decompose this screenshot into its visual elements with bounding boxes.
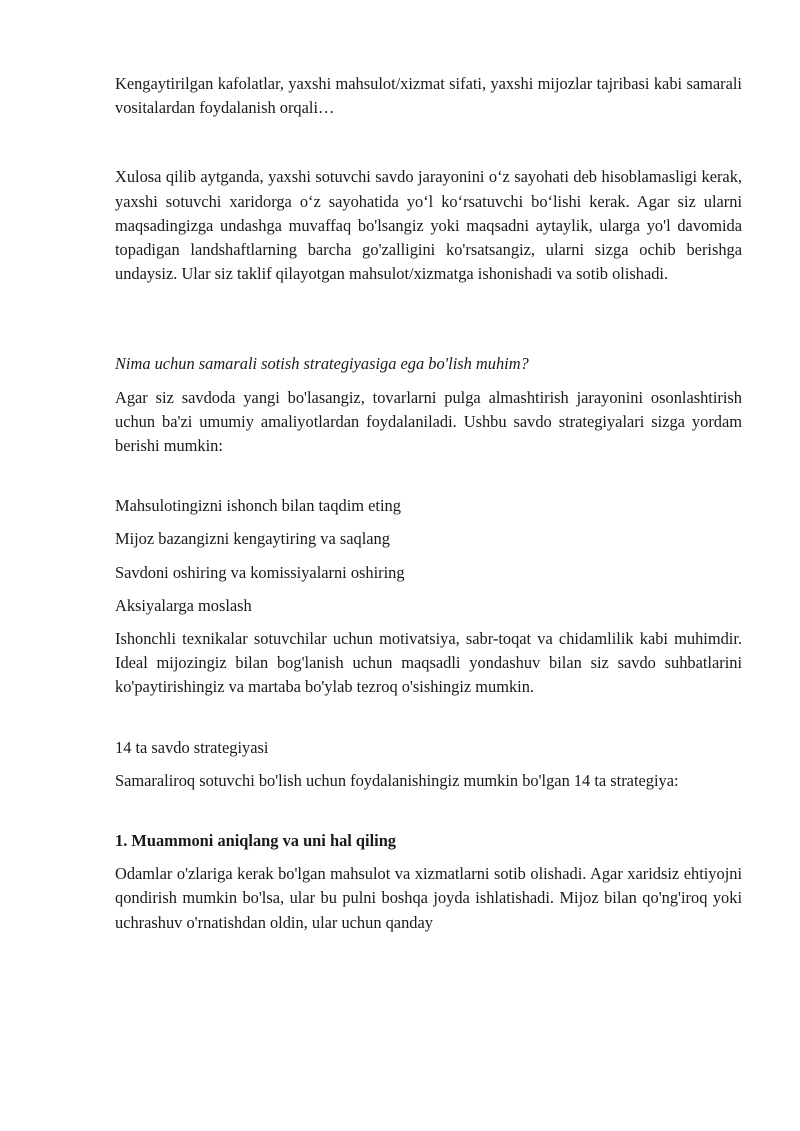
- question-heading: Nima uchun samarali sotish strategiyasiga ega bo'lish muhim?: [115, 354, 529, 374]
- paragraph-strategies-intro: Samaraliroq sotuvchi bo'lish uchun foydalanishingiz mumkin bo'lgan 14 ta strategiya:: [115, 770, 679, 790]
- strategy-heading-1: 1. Muammoni aniqlang va uni hal qiling: [115, 831, 397, 851]
- paragraph-guarantees: Kengaytirilgan kafolatlar, yaxshi mahsulot/xizmat sifati, yaxshi mijozlar tajribasi kabi samarali vositalardan foydalanish orqali…: [115, 74, 742, 118]
- paragraph-techniques: Ishonchli texnikalar sotuvchilar uchun motivatsiya, sabr-toqat va chidamlilik kabi muhimdir. Ideal mijozingiz bilan bog'lanish uchun maqsadli yondashuv bilan siz savdo suhbatlarini ko'paytirishingiz va martaba bo'ylab tezroq o'sishingiz mumkin.: [115, 629, 742, 697]
- paragraph-conclusion: Xulosa qilib aytganda, yaxshi sotuvchi savdo jarayonini o‘z sayohati deb hisoblamasligi kerak, yaxshi sotuvchi xaridorga o‘z sayohatida yo‘l ko‘rsatuvchi bo‘lishi kerak. Agar siz ularni maqsadingizga undashga muvaffaq bo'lsangiz yoki maqsadni aytaylik, ularga yo'l davomida topadigan landshaftlarning barcha go'zalligini ko'rsatsangiz, ularni sizga ochib berishga undaysiz. Ular siz taklif qilayotgan mahsulot/xizmatga ishonishadi va sotib olishadi.: [115, 167, 742, 284]
- paragraph-intro-strategies: Agar siz savdoda yangi bo'lasangiz, tovarlarni pulga almashtirish jarayonini osonlashtirish uchun ba'zi umumiy amaliyotlardan foydalaniladi. Ushbu savdo strategiyalari sizga yordam berishi mumkin:: [115, 387, 742, 456]
- list-item: Aksiyalarga moslash: [115, 595, 252, 615]
- list-item: Mahsulotingizni ishonch bilan taqdim eting: [115, 496, 401, 516]
- list-item: Savdoni oshiring va komissiyalarni oshiring: [115, 562, 405, 582]
- section-title: 14 ta savdo strategiyasi: [115, 737, 269, 757]
- document-page: [115, 72, 742, 935]
- list-item: Mijoz bazangizni kengaytiring va saqlang: [115, 529, 390, 549]
- paragraph-strategy-1: Odamlar o'zlariga kerak bo'lgan mahsulot va xizmatlarni sotib olishadi. Agar xaridsiz ehtiyojni qondirish mumkin bo'lsa, ular bu pulni boshqa joyda ishlatishadi. Mijoz bilan qo'ng'iroq yoki uchrashuv o'rnatishdan oldin, ular uchun qanday: [115, 864, 742, 932]
